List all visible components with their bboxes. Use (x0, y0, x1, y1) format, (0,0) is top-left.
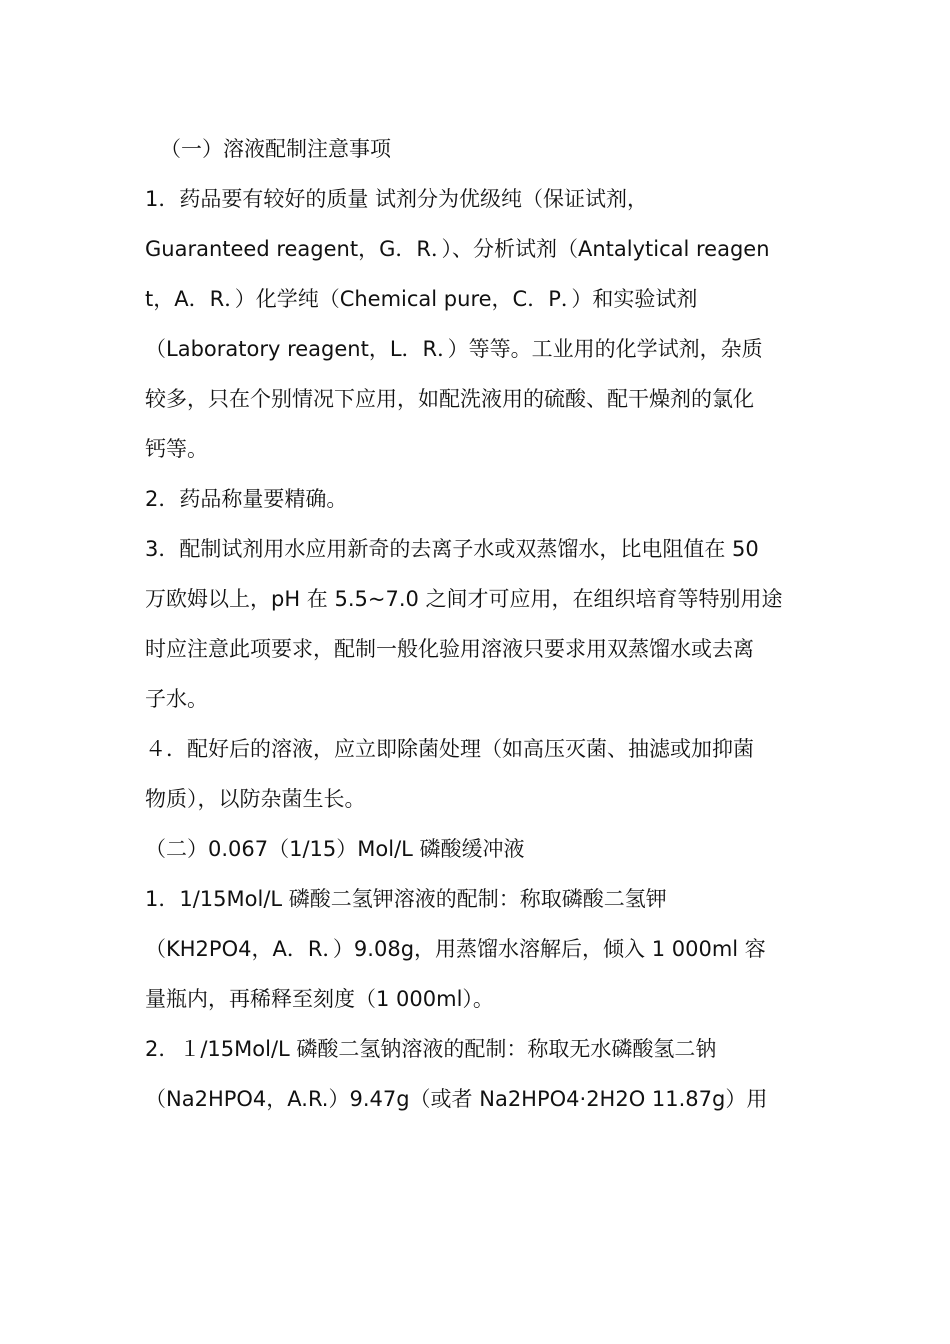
text-line: 较多，只在个别情况下应用，如配洗液用的硫酸、配干燥剂的氯化 (145, 387, 754, 411)
text-line: 2．药品称量要精确。 (145, 487, 348, 511)
text-line: 量瓶内，再稀释至刻度（1 000ml）。 (145, 987, 494, 1011)
text-line: 1．1/15Mol/L 磷酸二氢钾溶液的配制：称取磷酸二氢钾 (145, 887, 667, 911)
text-line: 时应注意此项要求，配制一般化验用溶液只要求用双蒸馏水或去离 (145, 637, 754, 661)
text-line: 2．１/15Mol/L 磷酸二氢钠溶液的配制：称取无水磷酸氢二钠 (145, 1037, 717, 1061)
text-line: （Na2HPO4，A.R.）9.47g（或者 Na2HPO4·2H2O 11.87g）用 (145, 1087, 768, 1111)
text-line: 子水。 (145, 687, 208, 711)
text-line: （KH2PO4，A．R．）9.08g，用蒸馏水溶解后，倾入 1 000ml 容 (145, 937, 766, 961)
text-line: 钙等。 (145, 437, 208, 461)
text-line: t，A．R．）化学纯（Chemical pure，C．P．）和实验试剂 (145, 287, 698, 311)
section-heading-1: （一）溶液配制注意事项 (160, 137, 391, 161)
text-line: （Laboratory reagent，L．R．）等等。工业用的化学试剂，杂质 (145, 337, 763, 361)
section-heading-2: （二）0.067（1/15）Mol/L 磷酸缓冲液 (145, 837, 525, 861)
text-line: 3．配制试剂用水应用新奇的去离子水或双蒸馏水，比电阻值在 50 (145, 537, 759, 561)
text-line: ４．配好后的溶液，应立即除菌处理（如高压灭菌、抽滤或加抑菌 (145, 737, 754, 761)
text-line: 1．药品要有较好的质量 试剂分为优级纯（保证试剂， (145, 187, 649, 211)
text-line: 物质），以防杂菌生长。 (145, 787, 366, 811)
text-line: Guaranteed reagent，G．R．）、分析试剂（Antalytical reagen (145, 237, 770, 261)
text-line: 万欧姆以上，pH 在 5.5~7.0 之间才可应用，在组织培育等特别用途 (145, 587, 783, 611)
